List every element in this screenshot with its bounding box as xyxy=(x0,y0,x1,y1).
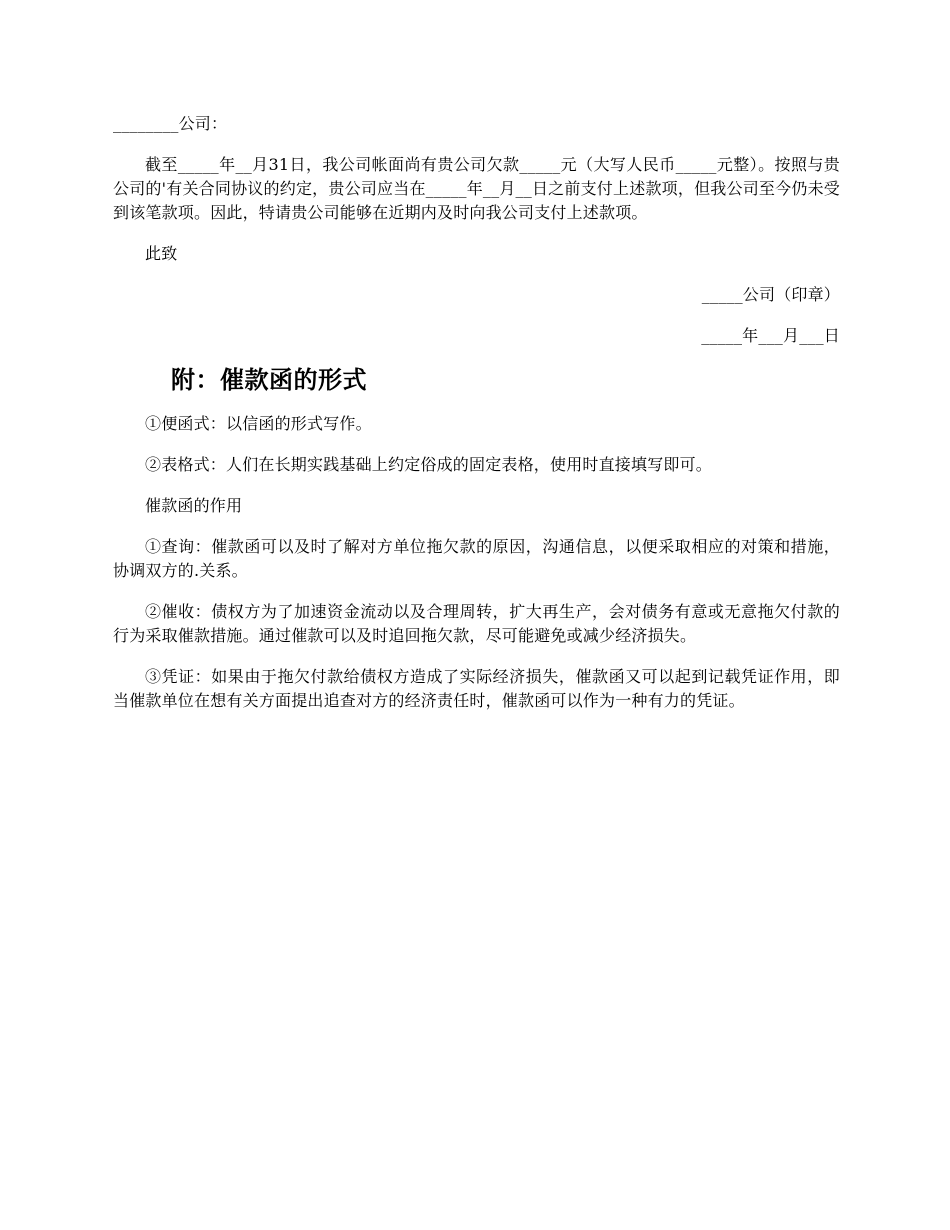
form-item-table: ②表格式：人们在长期实践基础上约定俗成的固定表格，使用时直接填写即可。 xyxy=(145,455,713,474)
letter-salutation: ________公司： xyxy=(113,114,228,133)
functions-heading: 催款函的作用 xyxy=(145,496,243,515)
document-page xyxy=(113,112,840,730)
function-item-inquiry: ①查询：催款函可以及时了解对方单位拖欠款的原因，沟通信息，以便采取相应的对策和措施，协调双方的.关系。 xyxy=(113,537,840,580)
letter-date: _____年___月___日 xyxy=(701,326,840,345)
form-item-letter: ①便函式：以信函的形式写作。 xyxy=(145,414,372,433)
letter-body: 截至_____年__月31日，我公司帐面尚有贵公司欠款_____元（大写人民币_____元整）。按照与贵公司的'有关合同协议的约定，贵公司应当在_____年__月__日之前支付上述款项，但我公司至今仍未受到该笔款项。因此，特请贵公司能够在近期内及时向我公司支付上述款项。 xyxy=(113,155,840,222)
appendix-title: 附：催款函的形式 xyxy=(171,366,367,394)
letter-closing: 此致 xyxy=(145,244,178,263)
function-item-collection: ②催收：债权方为了加速资金流动以及合理周转，扩大再生产，会对债务有意或无意拖欠付款的行为采取催款措施。通过催款可以及时追回拖欠款，尽可能避免或减少经济损失。 xyxy=(113,602,840,645)
letter-signature: _____公司（印章） xyxy=(701,285,840,304)
function-item-evidence: ③凭证：如果由于拖欠付款给债权方造成了实际经济损失，催款函又可以起到记载凭证作用，即当催款单位在想有关方面提出追查对方的经济责任时，催款函可以作为一种有力的凭证。 xyxy=(113,667,840,710)
